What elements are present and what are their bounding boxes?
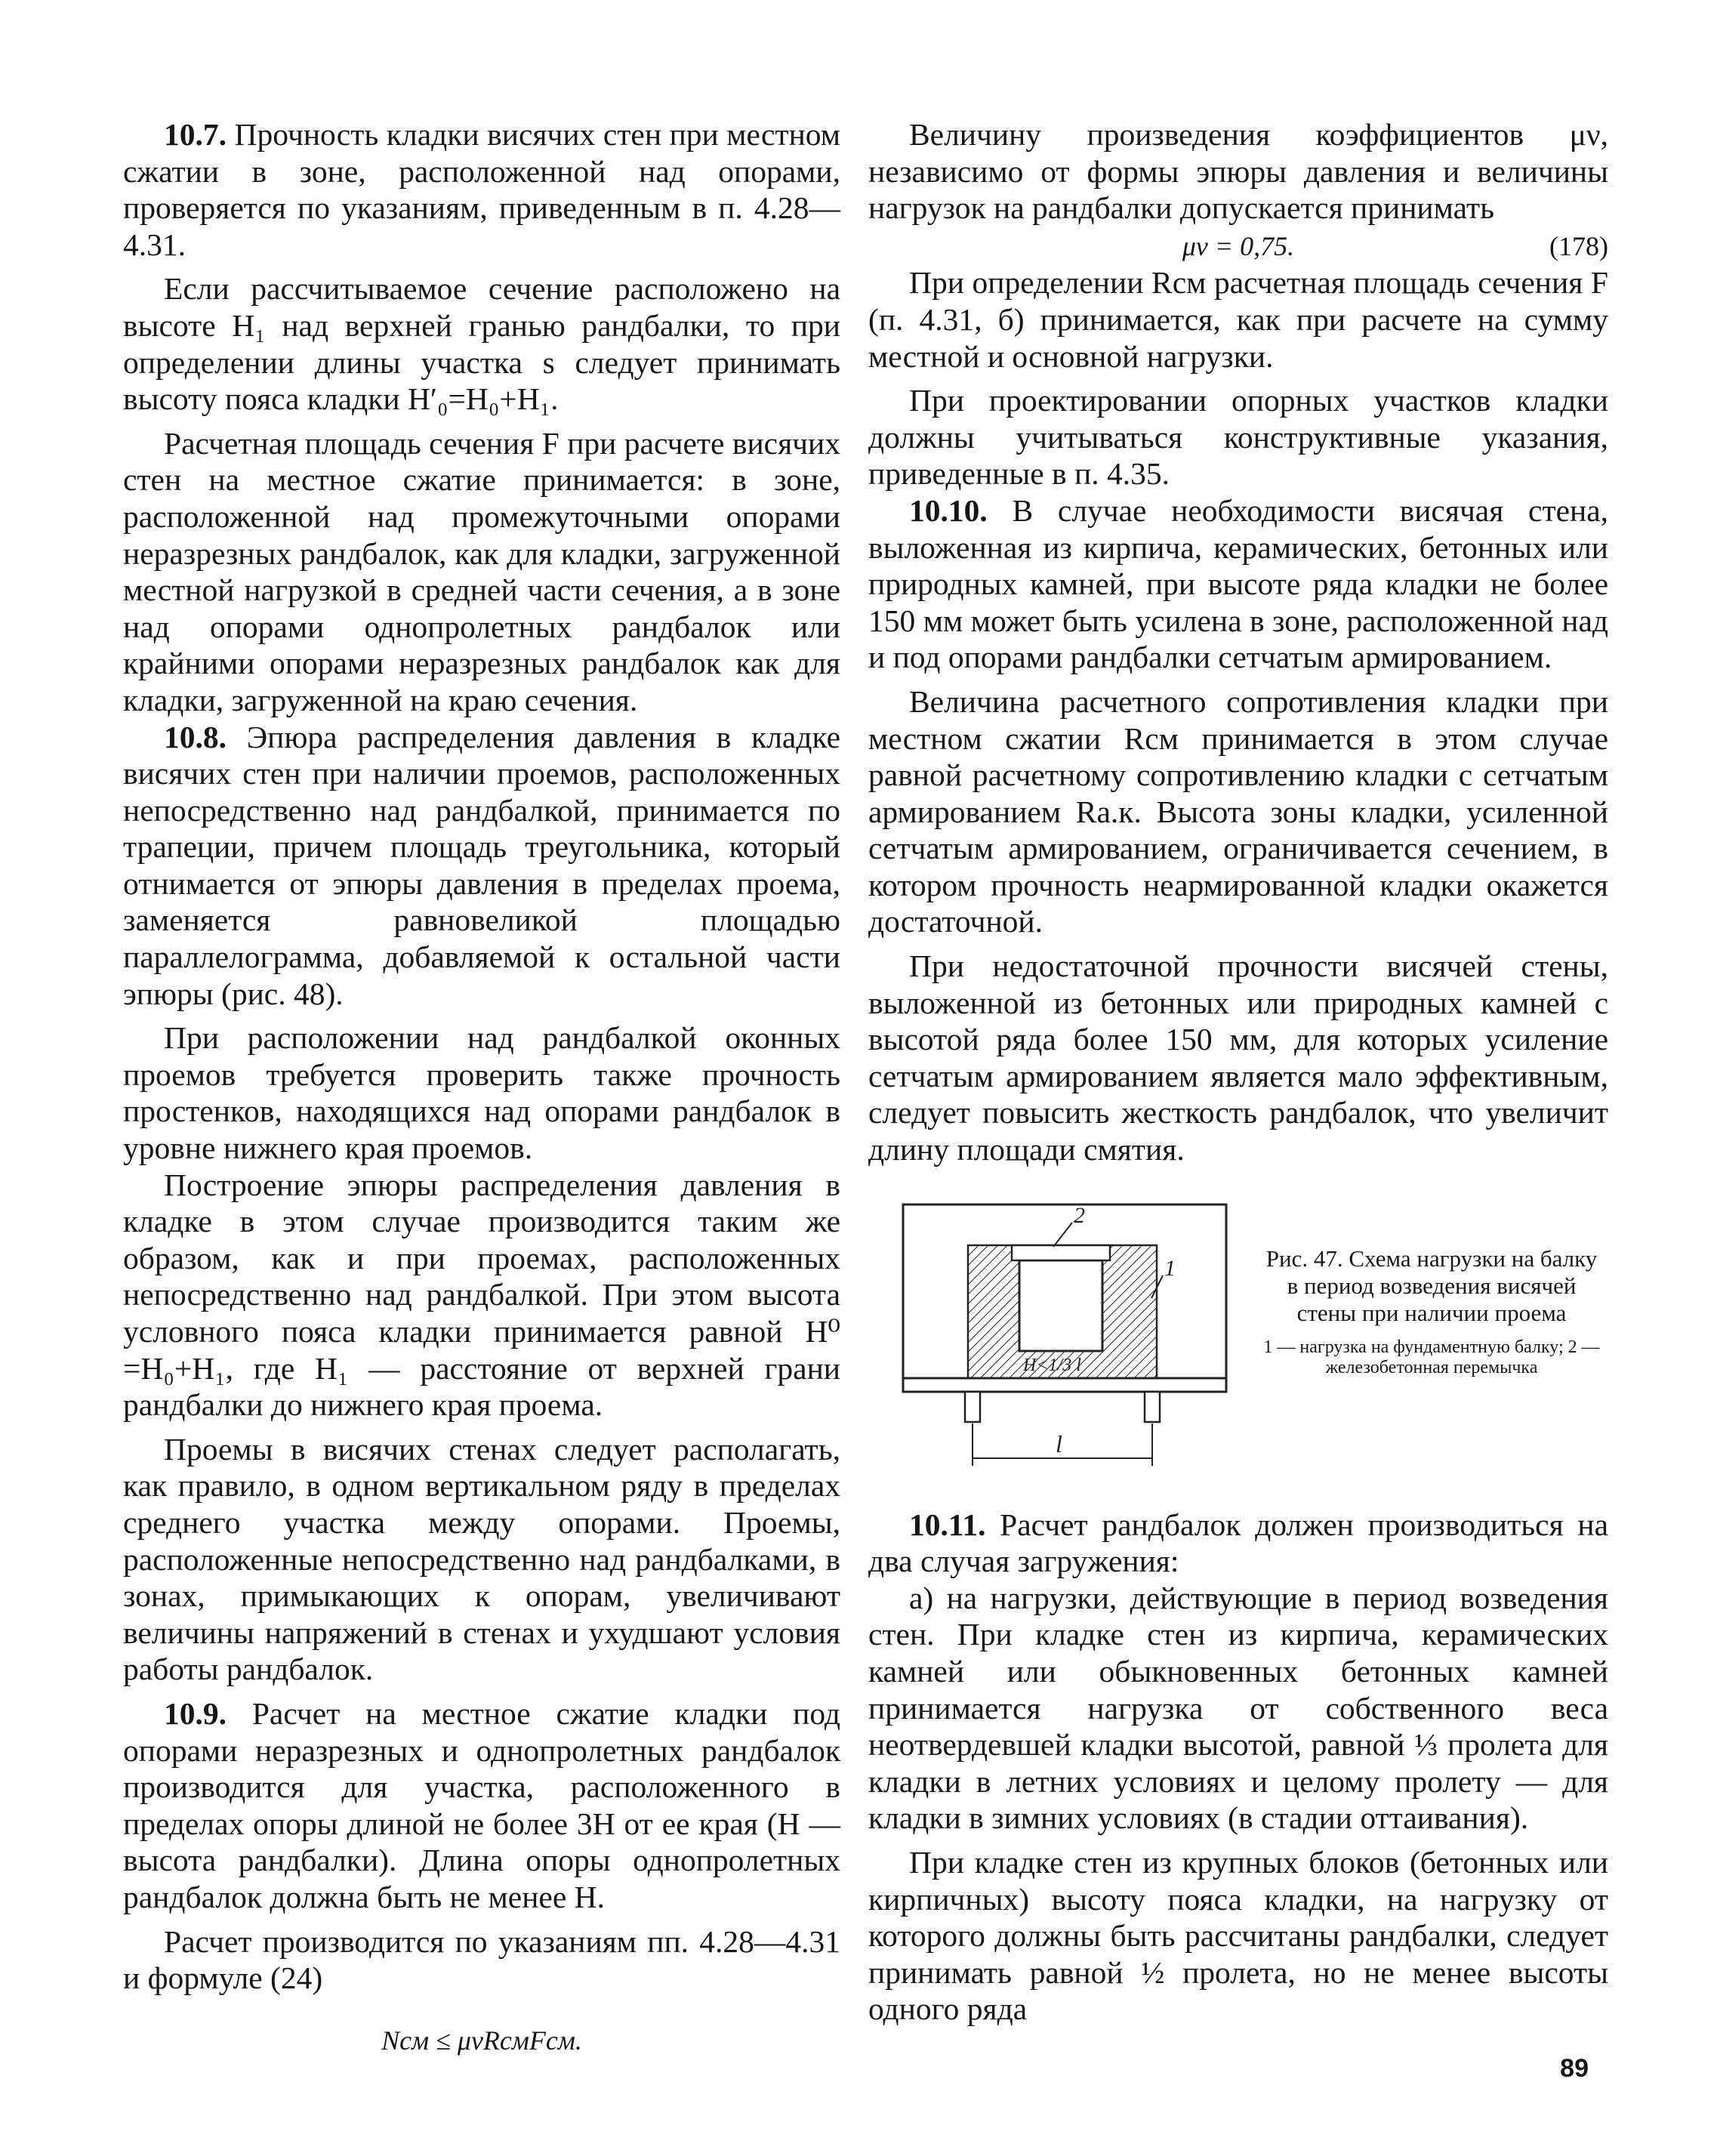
- paragraph-10-9: [123, 1695, 840, 1916]
- paragraph-text: Расчет на местное сжатие кладки под опорами неразрезных и однопролетных рандбалок производится для участка, расположенного в пределах опоры длиной не более 3H от ее края (H — высота рандбалки). Длина опоры однопролетных рандбалок должна быть не менее H.: [123, 1695, 840, 1914]
- section-number: 10.7.: [164, 117, 227, 152]
- paragraph: Проемы в висячих стенах следует располагать, как правило, в одном вертикальном ряду в пределах среднего участка между опорами. Проемы, расположенные непосредственно над рандбалками, в зонах, примыкающих к опорам, увеличивают величины напряжений в стенах и ухудшают условия работы рандбалок.: [123, 1431, 840, 1687]
- caption-title: Рис. 47. Схема нагрузки на балку в период возведения висячей стены при наличии проема: [1265, 1245, 1598, 1326]
- paragraph-10-8: [123, 719, 840, 1013]
- paragraph-text: Расчет рандбалок должен производиться на два случая загружения:: [868, 1507, 1608, 1579]
- paragraph: При проектировании опорных участков кладки должны учитываться конструктивные указания, приведенные в п. 4.35.: [868, 383, 1608, 492]
- section-number: 10.11.: [909, 1507, 986, 1542]
- formula-178: [868, 228, 1608, 265]
- left-column: [123, 109, 840, 2063]
- label-l: l: [1056, 1430, 1062, 1457]
- paragraph-10-10: [868, 492, 1608, 676]
- paragraph: Величину произведения коэффициентов μν, независимо от формы эпюры давления и величины нагрузок на рандбалки допускается принимать: [868, 117, 1608, 226]
- paragraph: При определении Rсм расчетная площадь сечения F (п. 4.31, б) принимается, как при расчете на сумму местной и основной нагрузки.: [868, 265, 1608, 374]
- formula: Nсм ≤ μνRсмFсм.: [381, 2025, 582, 2056]
- paragraph: а) на нагрузки, действующие в период возведения стен. При кладке стен из кирпича, керамических камней или обыкновенных бетонных камней принимается нагрузка от собственного веса неотвердевшей кладки высотой, равной ⅓ пролета для кладки в летних условиях и целому пролету — для кладки в зимних условиях (в стадии оттаивания).: [868, 1580, 1608, 1836]
- right-column: [868, 109, 1608, 2028]
- figure-47-drawing: [899, 1200, 1231, 1479]
- caption-legend: 1 — нагрузка на фундаментную балку; 2 — железобетонная перемычка: [1263, 1337, 1600, 1377]
- figure-47: [868, 1200, 1608, 1479]
- formula-number: (178): [1549, 230, 1608, 261]
- label-h: H<1/3 l: [1023, 1355, 1081, 1375]
- paragraph-10-11: [868, 1507, 1608, 1580]
- paragraph: Величина расчетного сопротивления кладки при местном сжатии Rсм принимается в этом случае равной расчетному сопротивлению кладки с сетчатым армированием Rа.к. Высота зоны кладки, усиленной сетчатым армированием, ограничивается сечением, в котором прочность неармированной кладки окажется достаточной.: [868, 683, 1608, 939]
- section-number: 10.9.: [164, 1695, 227, 1731]
- paragraph: Если рассчитываемое сечение расположено на высоте H₁ над верхней гранью рандбалки, то при определении длины участка s следует принимать высоту пояса кладки H′₀=H₀+H₁.: [123, 271, 840, 417]
- formula-text: μν = 0,75.: [1182, 230, 1295, 261]
- paragraph: При расположении над рандбалкой оконных проемов требуется проверить также прочность простенков, находящихся над опорами рандбалок в уровне нижнего края проемов.: [123, 1020, 840, 1166]
- figure-caption: [1261, 1245, 1602, 1378]
- paragraph: Расчетная площадь сечения F при расчете висячих стен на местное сжатие принимается: в зоне, расположенной над промежуточными опорами неразрезных рандбалок, как для кладки, загруженной местной нагрузкой в средней части сечения, а в зоне над опорами однопролетных рандбалок или крайними опорами неразрезных рандбалок как для кладки, загруженной на краю сечения.: [123, 425, 840, 717]
- section-number: 10.10.: [909, 492, 988, 528]
- paragraph: Построение эпюры распределения давления в кладке в этом случае производится таким же образом, как и при проемах, расположенных непосредственно над рандбалкой. При этом высота условного пояса кладки принимается равной H⁰ =H₀+H₁, где H₁ — расстояние от верхней грани рандбалки до нижнего края проема.: [123, 1167, 840, 1423]
- page-number: 89: [1560, 2054, 1589, 2083]
- label-1: 1: [1164, 1255, 1176, 1281]
- section-number: 10.8.: [164, 719, 227, 754]
- paragraph-text: Прочность кладки висячих стен при местном сжатии в зоне, расположенной над опорами, проверяется по указаниям, приведенным в п. 4.28—4.31.: [123, 117, 840, 262]
- paragraph-text: В случае необходимости висячая стена, выложенная из кирпича, керамических, бетонных или природных камней, при высоте ряда кладки не более 150 мм может быть усилена в зоне, расположенной над и под опорами рандбалки сетчатым армированием.: [868, 492, 1609, 675]
- paragraph-10-7: [123, 116, 840, 263]
- label-2: 2: [1074, 1202, 1085, 1228]
- paragraph: Расчет производится по указаниям пп. 4.28—4.31 и формуле (24): [123, 1923, 840, 1996]
- paragraph: При кладке стен из крупных блоков (бетонных или кирпичных) высоту пояса кладки, на нагрузку от которого должны быть рассчитаны рандбалки, следует принимать равной ½ пролета, но не менее высоты одного ряда: [868, 1844, 1608, 2027]
- paragraph: При недостаточной прочности висячей стены, выложенной из бетонных или природных камней с высотой ряда более 150 мм, для которых усиление сетчатым армированием является мало эффективным, следует повысить жесткость рандбалок, что увеличит длину площади смятия.: [868, 948, 1608, 1167]
- paragraph-text: Эпюра распределения давления в кладке висячих стен при наличии проемов, расположенных непосредственно над рандбалкой, принимается по трапеции, причем площадь треугольника, который отнимается от эпюры давления в пределах проема, заменяется равновеликой площадью параллелограмма, добавляемой к остальной части эпюры (рис. 48).: [123, 719, 841, 1011]
